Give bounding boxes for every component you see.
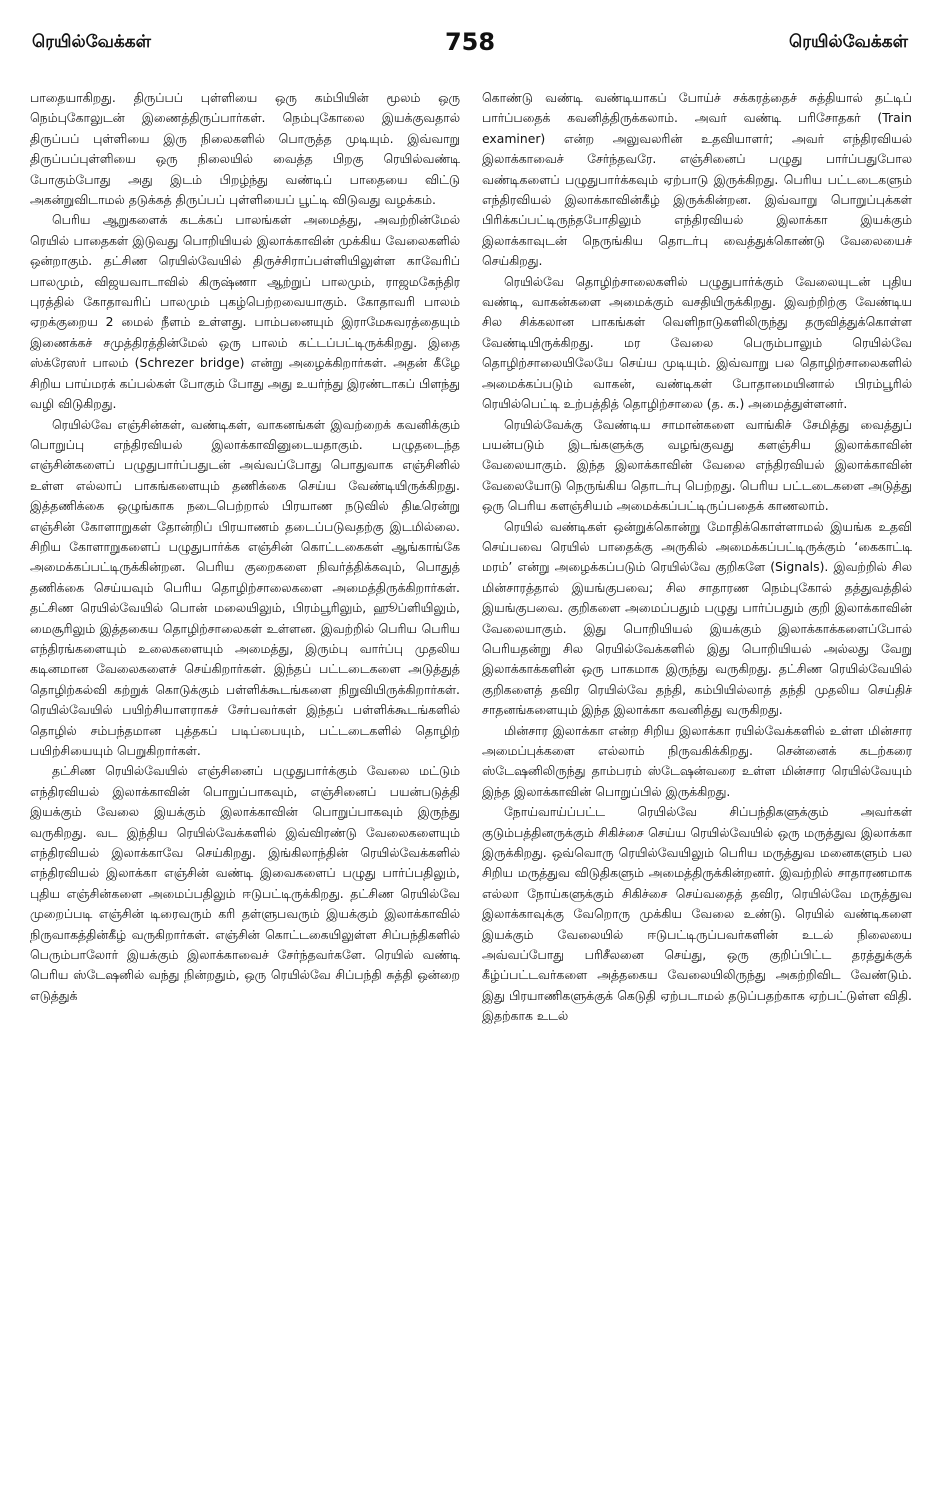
- page-number: 758: [444, 28, 496, 56]
- paragraph: ரெயில்வே எஞ்சின்கள், வண்டிகள், வாகனங்கள் இவற்றைக் கவனிக்கும் பொறுப்பு எந்திரவியல் இலாக்காவினுடையதாகும். பழுதடைந்த எஞ்சின்களைப் பழுதுபார்ப்பதுடன் அவ்வப்போது பொதுவாக எஞ்சினில் உள்ள எல்லாப் பாகங்களையும் தணிக்கை செய்ய வேண்டியிருக்கிறது. இத்தணிக்கை ஒழுங்காக நடைபெற்றால் பிரயாண நடுவில் திடீரென்று எஞ்சின் கோளாறுகள் தோன்றிப் பிரயாணம் தடைப்படுவதற்கு இடமில்லை. சிறிய கோளாறுகளைப் பழுதுபார்க்க எஞ்சின் கொட்டகைகள் ஆங்காங்கே அமைக்கப்பட்டிருக்கின்றன. பெரிய குறைகளை நிவர்த்திக்கவும், பொதுத் தணிக்கை செய்யவும் பெரிய தொழிற்சாலைகளை அமைத்திருக்கிறார்கள். தட்சிண ரெயில்வேயில் பொன் மலையிலும், பிரம்பூரிலும், ஹூப்ளியிலும், மைசூரிலும் இத்தகைய தொழிற்சாலைகள் உள்ளன. இவற்றில் பெரிய பெரிய எந்திரங்களையும் உலைகளையும் அமைத்து, இரும்பு வார்ப்பு முதலிய கடினமான வேலைகளைச் செய்கிறார்கள். இந்தப் பட்டடைகளை அடுத்துத் தொழிற்கல்வி கற்றுக் கொடுக்கும் பள்ளிக்கூடங்களை நிறுவியிருக்கிறார்கள். ரெயில்வேயில் பயிற்சியாளராகச் சேர்பவர்கள் இந்தப் பள்ளிக்கூடங்களில் தொழில் சம்பந்தமான புத்தகப் படிப்பையும், பட்டடைகளில் தொழிற் பயிற்சியையும் பெறுகிறார்கள்.: [30, 416, 460, 758]
- paragraph: பாதையாகிறது. திருப்பப் புள்ளியை ஒரு கம்பியின் மூலம் ஒரு நெம்புகோலுடன் இணைத்திருப்பார்கள். நெம்புகோலை இயக்குவதால் திருப்பப் புள்ளியை இரு நிலைகளில் பொருத்த முடியும். இவ்வாறு திருப்பப்புள்ளியை ஒரு நிலையில் வைத்த பிறகு ரெயில்வண்டி போகும்போது அது இடம் பிறழ்ந்து வண்டிப் பாதையை விட்டு அகன்றுவிடாமல் தடுக்கத் திருப்பப் புள்ளியைப் பூட்டி விடுவது வழக்கம்.: [30, 90, 460, 208]
- paragraph: மின்சார இலாக்கா என்ற சிறிய இலாக்கா ரயில்வேக்களில் உள்ள மின்சார அமைப்புக்களை எல்லாம் நிருவகிக்கிறது. சென்னைக் கடற்கரை ஸ்டேஷனிலிருந்து தாம்பரம் ஸ்டேஷன்வரை உள்ள மின்சார ரெயில்வேயும் இந்த இலாக்காவின் பொறுப்பில் இருக்கிறது.: [482, 722, 912, 799]
- paragraph: கொண்டு வண்டி வண்டியாகப் போய்ச் சக்கரத்தைச் சுத்தியால் தட்டிப் பார்ப்பதைக் கவனித்திருக்கலாம். அவர் வண்டி பரிசோதகர் (Train examiner) என்ற அலுவலரின் உதவியாளர்; அவர் எந்திரவியல் இலாக்காவைச் சேர்ந்தவரே. எஞ்சினைப் பழுது பார்ப்பதுபோல வண்டிகளைப் பழுதுபார்க்கவும் ஏற்பாடு இருக்கிறது. பெரிய பட்டடைகளும் எந்திரவியல் இலாக்காவின்கீழ் இருக்கின்றன. இவ்வாறு பொறுப்புக்கள் பிரிக்கப்பட்டிருந்தபோதிலும் எந்திரவியல் இலாக்கா இயக்கும் இலாக்காவுடன் நெருங்கிய தொடர்பு வைத்துக்கொண்டு வேலையைச் செய்கிறது.: [482, 90, 912, 269]
- page-header: [32, 28, 908, 64]
- right-text-column: [482, 88, 912, 1468]
- running-title-right: ரெயில்வேக்கள்: [789, 32, 908, 52]
- left-text-column: [30, 88, 460, 1468]
- running-title-left: ரெயில்வேக்கள்: [32, 32, 151, 52]
- paragraph: ரெயில் வண்டிகள் ஒன்றுக்கொன்று மோதிக்கொள்ளாமல் இயங்க உதவி செய்பவை ரெயில் பாதைக்கு அருகில் அமைக்கப்பட்டிருக்கும் ‘கைகாட்டி மரம்’ என்று அழைக்கப்படும் ரெயில்வே குறிகளே (Signals). இவற்றில் சில மின்சாரத்தால் இயங்குபவை; சில சாதாரண நெம்புகோல் தத்துவத்தில் இயங்குபவை. குறிகளை அமைப்பதும் பழுது பார்ப்பதும் குறி இலாக்காவின் வேலையாகும். இது பொறியியல் இயக்கும் இலாக்காக்களைப்போல் பெரியதன்று சில ரெயில்வேக்களில் இது பொறியியல் அல்லது வேறு இலாக்காக்களின் ஒரு பாகமாக இருந்து வருகிறது. தட்சிண ரெயில்வேயில் குறிகளைத் தவிர ரெயில்வே தந்தி, கம்பியில்லாத் தந்தி முதலிய செய்திச் சாதனங்களையும் இந்த இலாக்கா கவனித்து வருகிறது.: [482, 518, 912, 718]
- paragraph: ரெயில்வே தொழிற்சாலைகளில் பழுதுபார்க்கும் வேலையுடன் புதிய வண்டி, வாகன்களை அமைக்கும் வசதியிருக்கிறது. இவற்றிற்கு வேண்டிய சில சிக்கலான பாகங்கள் வெளிநாடுகளிலிருந்து தருவித்துக்கொள்ள வேண்டியிருக்கிறது. மர வேலை பெரும்பாலும் ரெயில்வே தொழிற்சாலையிலேயே செய்ய முடியும். இவ்வாறு பல தொழிற்சாலைகளில் அமைக்கப்படும் வாகன், வண்டிகள் போதாமையினால் பிரம்பூரில் ரெயில்பெட்டி உற்பத்தித் தொழிற்சாலை (த. க.) அமைத்துள்ளனர்.: [482, 273, 912, 412]
- paragraph: தட்சிண ரெயில்வேயில் எஞ்சினைப் பழுதுபார்க்கும் வேலை மட்டும் எந்திரவியல் இலாக்காவின் பொறுப்பாகவும், எஞ்சினைப் பயன்படுத்தி இயக்கும் வேலை இயக்கும் இலாக்காவின் பொறுப்பாகவும் இருந்து வருகிறது. வட இந்திய ரெயில்வேக்களில் இவ்விரண்டு வேலைகளையும் எந்திரவியல் இலாக்காவே செய்கிறது. இங்கிலாந்தின் ரெயில்வேக்களில் எந்திரவியல் இலாக்கா எஞ்சின் வண்டி இவைகளைப் பழுது பார்ப்பதிலும், புதிய எஞ்சின்களை அமைப்பதிலும் ஈடுபட்டிருக்கிறது. தட்சிண ரெயில்வே முறைப்படி எஞ்சின் டிரைவரும் கரி தள்ளுபவரும் இயக்கும் இலாக்காவில் நிருவாகத்தின்கீழ் வருகிறார்கள். எஞ்சின் கொட்டகையிலுள்ள சிப்பந்திகளில் பெரும்பாலோர் இயக்கும் இலாக்காவைச் சேர்ந்தவர்களே. ரெயில் வண்டி பெரிய ஸ்டேஷனில் வந்து நின்றதும், ஒரு ரெயில்வே சிப்பந்தி சுத்தி ஒன்றை எடுத்துக்: [30, 763, 460, 1003]
- paragraph: பெரிய ஆறுகளைக் கடக்கப் பாலங்கள் அமைத்து, அவற்றின்மேல் ரெயில் பாதைகள் இடுவது பொறியியல் இலாக்காவின் முக்கிய வேலைகளில் ஒன்றாகும். தட்சிண ரெயில்வேயில் திருச்சிராப்பள்ளியிலுள்ள காவேரிப் பாலமும், விஜயவாடாவில் கிருஷ்ணா ஆற்றுப் பாலமும், ராஜமகேந்திர புரத்தில் கோதாவரிப் பாலமும் புகழ்பெற்றவையாகும். கோதாவரி பாலம் ஏறக்குறைய 2 மைல் நீளம் உள்ளது. பாம்பனையும் இராமேசுவரத்தையும் இணைக்கச் சமுத்திரத்தின்மேல் ஒரு பாலம் கட்டப்பட்டிருக்கிறது. இதை ஸ்க்ரேஸர் பாலம் (Schrezer bridge) என்று அழைக்கிறார்கள். அதன் கீழே சிறிய பாய்மரக் கப்பல்கள் போகும் போது அது உயர்ந்து இரண்டாகப் பிளந்து வழி விடுகிறது.: [30, 212, 460, 412]
- paragraph: நோய்வாய்ப்பட்ட ரெயில்வே சிப்பந்திகளுக்கும் அவர்கள் குடும்பத்தினருக்கும் சிகிச்சை செய்ய ரெயில்வேயில் ஒரு மருத்துவ இலாக்கா இருக்கிறது. ஒவ்வொரு ரெயில்வேயிலும் பெரிய மருத்துவ மனைகளும் பல சிறிய மருத்துவ விடுதிகளும் அமைத்திருக்கின்றனர். இவற்றில் சாதாரணமாக எல்லா நோய்களுக்கும் சிகிச்சை செய்வதைத் தவிர, ரெயில்வே மருத்துவ இலாக்காவுக்கு வேறொரு முக்கிய வேலை உண்டு. ரெயில் வண்டிகளை இயக்கும் வேலையில் ஈடுபட்டிருப்பவர்களின் உடல் நிலையை அவ்வப்போது பரிசீலனை செய்து, ஒரு குறிப்பிட்ட தரத்துக்குக் கீழ்ப்பட்டவர்களை அத்தகைய வேலையிலிருந்து அகற்றிவிட வேண்டும். இது பிரயாணிகளுக்குக் கெடுதி ஏற்படாமல் தடுப்பதற்காக ஏற்பட்டுள்ள விதி. இதற்காக உடல்: [482, 804, 912, 1024]
- paragraph: ரெயில்வேக்கு வேண்டிய சாமான்களை வாங்கிச் சேமித்து வைத்துப் பயன்படும் இடங்களுக்கு வழங்குவது களஞ்சிய இலாக்காவின் வேலையாகும். இந்த இலாக்காவின் வேலை எந்திரவியல் இலாக்காவின் வேலையோடு நெருங்கிய தொடர்பு பெற்றது. பெரிய பட்டடைகளை அடுத்து ஒரு பெரிய களஞ்சியம் அமைக்கப்பட்டிருப்பதைக் காணலாம்.: [482, 416, 912, 514]
